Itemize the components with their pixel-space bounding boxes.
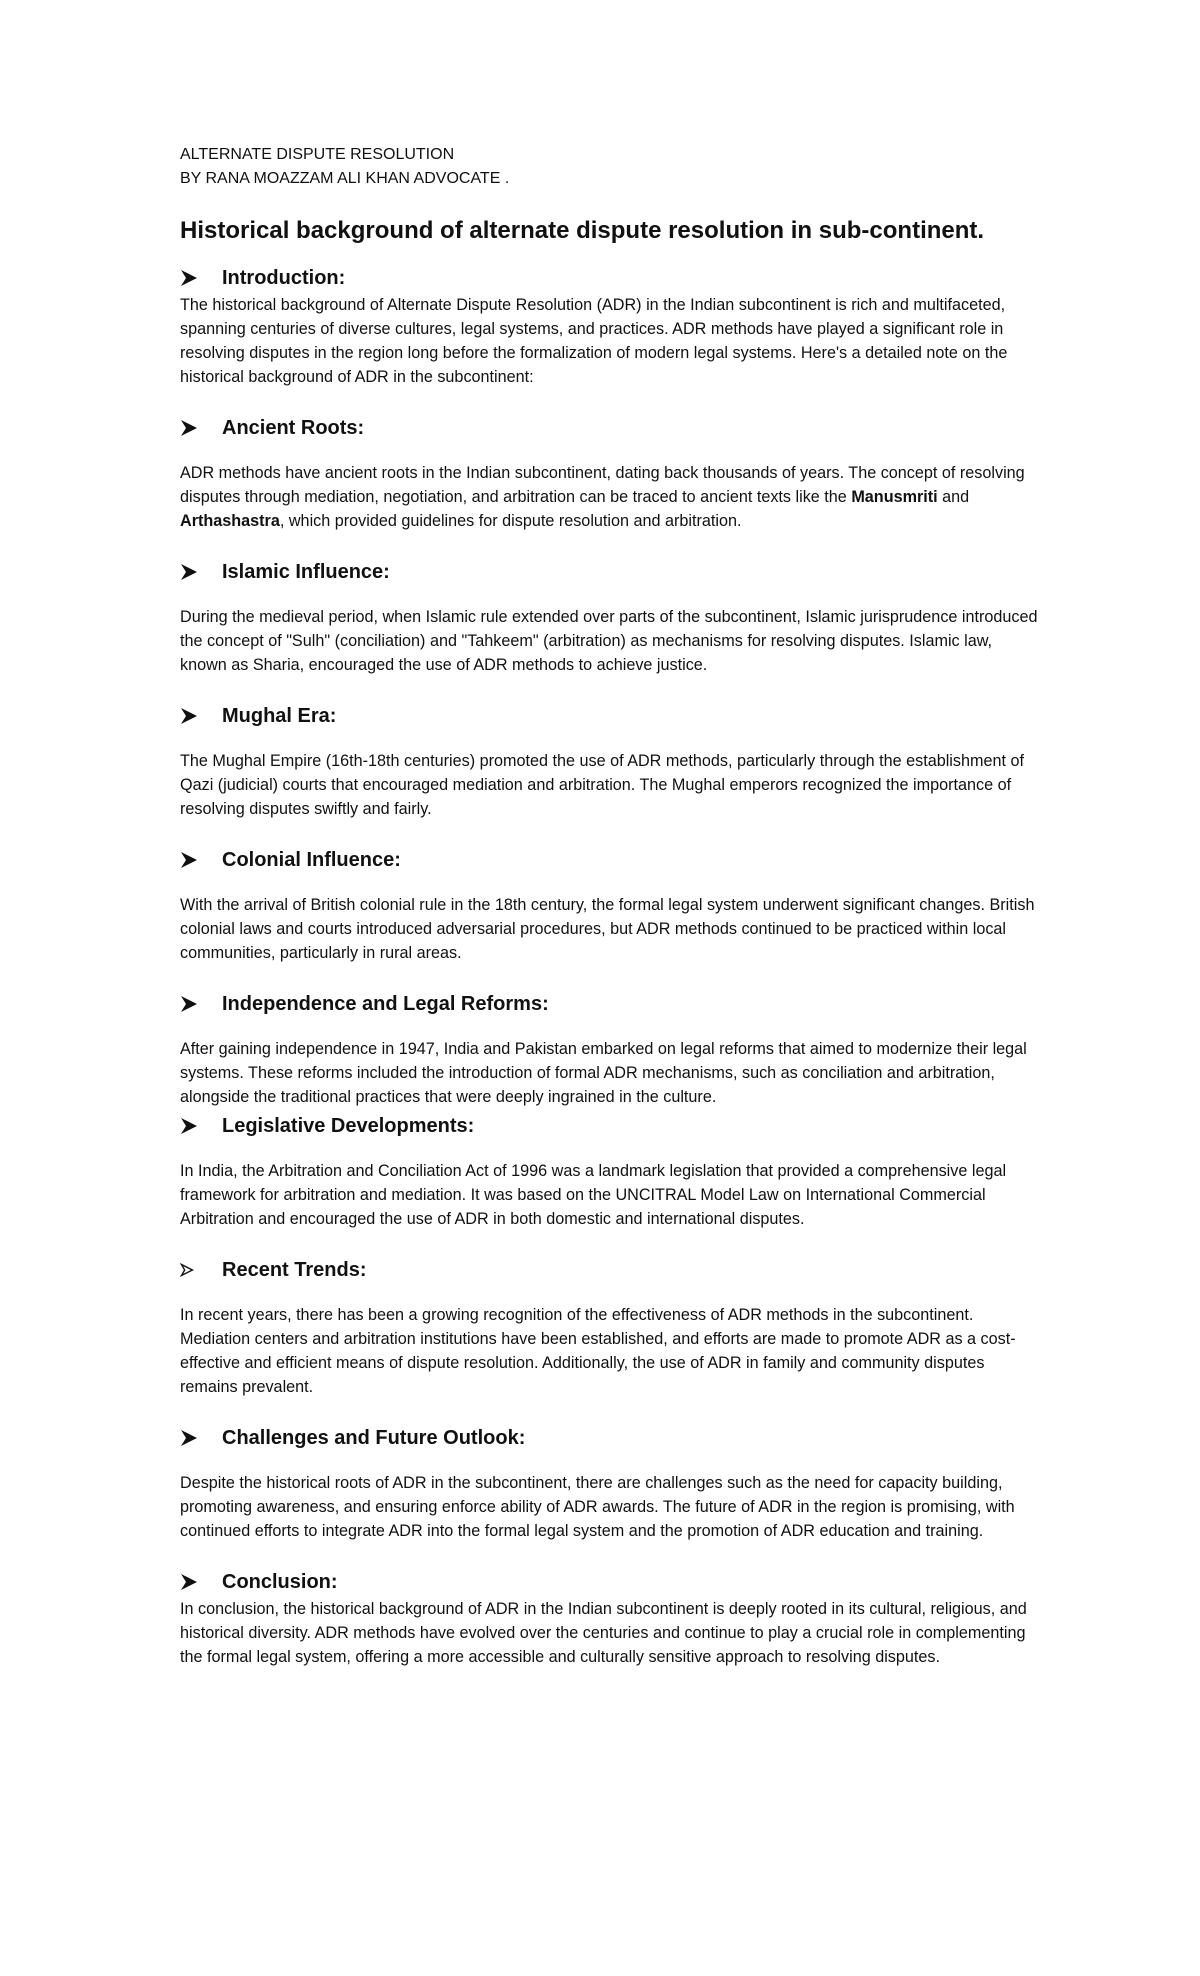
section-body: The historical background of Alternate Dispute Resolution (ADR) in the Indian subcontinent is rich and multifaceted, spanning centuries of diverse cultures, legal systems, and practices. ADR methods have played a significant role in resolving disputes in the region long before the formalization of modern legal systems. Here's a detailed note on the historical background of ADR in the subcontinent: [180, 296, 1008, 386]
section-heading [180, 845, 1040, 875]
section-heading [180, 1111, 1040, 1141]
document-header-line-1: ALTERNATE DISPUTE RESOLUTION [180, 146, 455, 163]
arrowhead-bullet-icon [180, 413, 222, 443]
section-heading [180, 1255, 1040, 1285]
section-legislative-developments [180, 1111, 1040, 1231]
section-challenges-future-outlook [180, 1423, 1040, 1543]
section-heading-text: Legislative Developments: [222, 1115, 475, 1137]
document-header-author: BY RANA MOAZZAM ALI KHAN ADVOCATE . [180, 170, 510, 187]
section-heading [180, 557, 1040, 587]
section-heading-text: Islamic Influence: [222, 561, 390, 583]
arrowhead-bullet-icon [180, 1111, 222, 1141]
section-heading-text: Ancient Roots: [222, 417, 365, 439]
section-body: During the medieval period, when Islamic rule extended over parts of the subcontinent, Islamic jurisprudence introduced the concept of "Sulh" (conciliation) and "Tahkeem" (arbitration) as mechanisms for resolving disputes. Islamic law, known as Sharia, encouraged the use of ADR methods to achieve justice. [180, 608, 1038, 674]
section-body [180, 461, 1040, 533]
section-islamic-influence [180, 557, 1040, 677]
small-arrowhead-bullet-icon [180, 1255, 222, 1285]
section-heading-text: Conclusion: [222, 1571, 338, 1593]
arrowhead-bullet-icon [180, 701, 222, 731]
section-heading [180, 413, 1040, 443]
section-body: Despite the historical roots of ADR in the subcontinent, there are challenges such as the need for capacity building, promoting awareness, and ensuring enforce ability of ADR awards. The future of ADR in the region is promising, with continued efforts to integrate ADR into the formal legal system and the promotion of ADR education and training. [180, 1474, 1015, 1540]
bold-term-manusmriti: Manusmriti [851, 488, 938, 506]
section-body: With the arrival of British colonial rule in the 18th century, the formal legal system underwent significant changes. British colonial laws and courts introduced adversarial procedures, but ADR methods continued to be practiced within local communities, particularly in rural areas. [180, 896, 1035, 962]
section-heading [180, 1423, 1040, 1453]
section-heading-text: Recent Trends: [222, 1259, 367, 1281]
arrowhead-bullet-icon [180, 845, 222, 875]
section-heading-text: Introduction: [222, 267, 346, 289]
section-heading [180, 1567, 1040, 1597]
body-text-part: and [937, 488, 970, 506]
section-independence-legal-reforms [180, 989, 1040, 1109]
section-heading-text: Independence and Legal Reforms: [222, 993, 549, 1015]
arrowhead-bullet-icon [180, 557, 222, 587]
section-body: In India, the Arbitration and Conciliation Act of 1996 was a landmark legislation that provided a comprehensive legal framework for arbitration and mediation. It was based on the UNCITRAL Model Law on International Commercial Arbitration and encouraged the use of ADR in both domestic and international disputes. [180, 1162, 1007, 1228]
section-mughal-era [180, 701, 1040, 821]
section-colonial-influence [180, 845, 1040, 965]
section-heading [180, 989, 1040, 1019]
section-heading [180, 263, 1040, 293]
section-heading [180, 701, 1040, 731]
arrowhead-bullet-icon [180, 989, 222, 1019]
section-body: In recent years, there has been a growing recognition of the effectiveness of ADR methods in the subcontinent. Mediation centers and arbitration institutions have been established, and efforts are made to promote ADR as a cost-effective and efficient means of dispute resolution. Additionally, the use of ADR in family and community disputes remains prevalent. [180, 1306, 1016, 1396]
document-page [180, 143, 1040, 1669]
section-conclusion [180, 1567, 1040, 1669]
bold-term-arthashastra: Arthashastra [180, 512, 280, 530]
section-recent-trends [180, 1255, 1040, 1399]
arrowhead-bullet-icon [180, 263, 222, 293]
body-text-part: ADR methods have ancient roots in the Indian subcontinent, dating back thousands of years. The concept of resolving disputes through mediation, negotiation, and arbitration can be traced to ancient texts like the [180, 464, 1025, 506]
section-body: The Mughal Empire (16th-18th centuries) promoted the use of ADR methods, particularly through the establishment of Qazi (judicial) courts that encouraged mediation and arbitration. The Mughal emperors recognized the importance of resolving disputes swiftly and fairly. [180, 752, 1024, 818]
section-heading-text: Challenges and Future Outlook: [222, 1427, 526, 1449]
section-introduction [180, 263, 1040, 389]
arrowhead-bullet-icon [180, 1423, 222, 1453]
document-title: Historical background of alternate dispute resolution in sub-continent. [180, 217, 985, 244]
body-text-part: , which provided guidelines for dispute resolution and arbitration. [279, 512, 742, 530]
section-heading-text: Colonial Influence: [222, 849, 401, 871]
section-body: After gaining independence in 1947, India and Pakistan embarked on legal reforms that aimed to modernize their legal systems. These reforms included the introduction of formal ADR mechanisms, such as conciliation and arbitration, alongside the traditional practices that were deeply ingrained in the culture. [180, 1040, 1027, 1106]
section-heading-text: Mughal Era: [222, 705, 337, 727]
section-body: In conclusion, the historical background of ADR in the Indian subcontinent is deeply rooted in its cultural, religious, and historical diversity. ADR methods have evolved over the centuries and continue to play a crucial role in complementing the formal legal system, offering a more accessible and culturally sensitive approach to resolving disputes. [180, 1600, 1027, 1666]
section-ancient-roots [180, 413, 1040, 533]
arrowhead-bullet-icon [180, 1567, 222, 1597]
